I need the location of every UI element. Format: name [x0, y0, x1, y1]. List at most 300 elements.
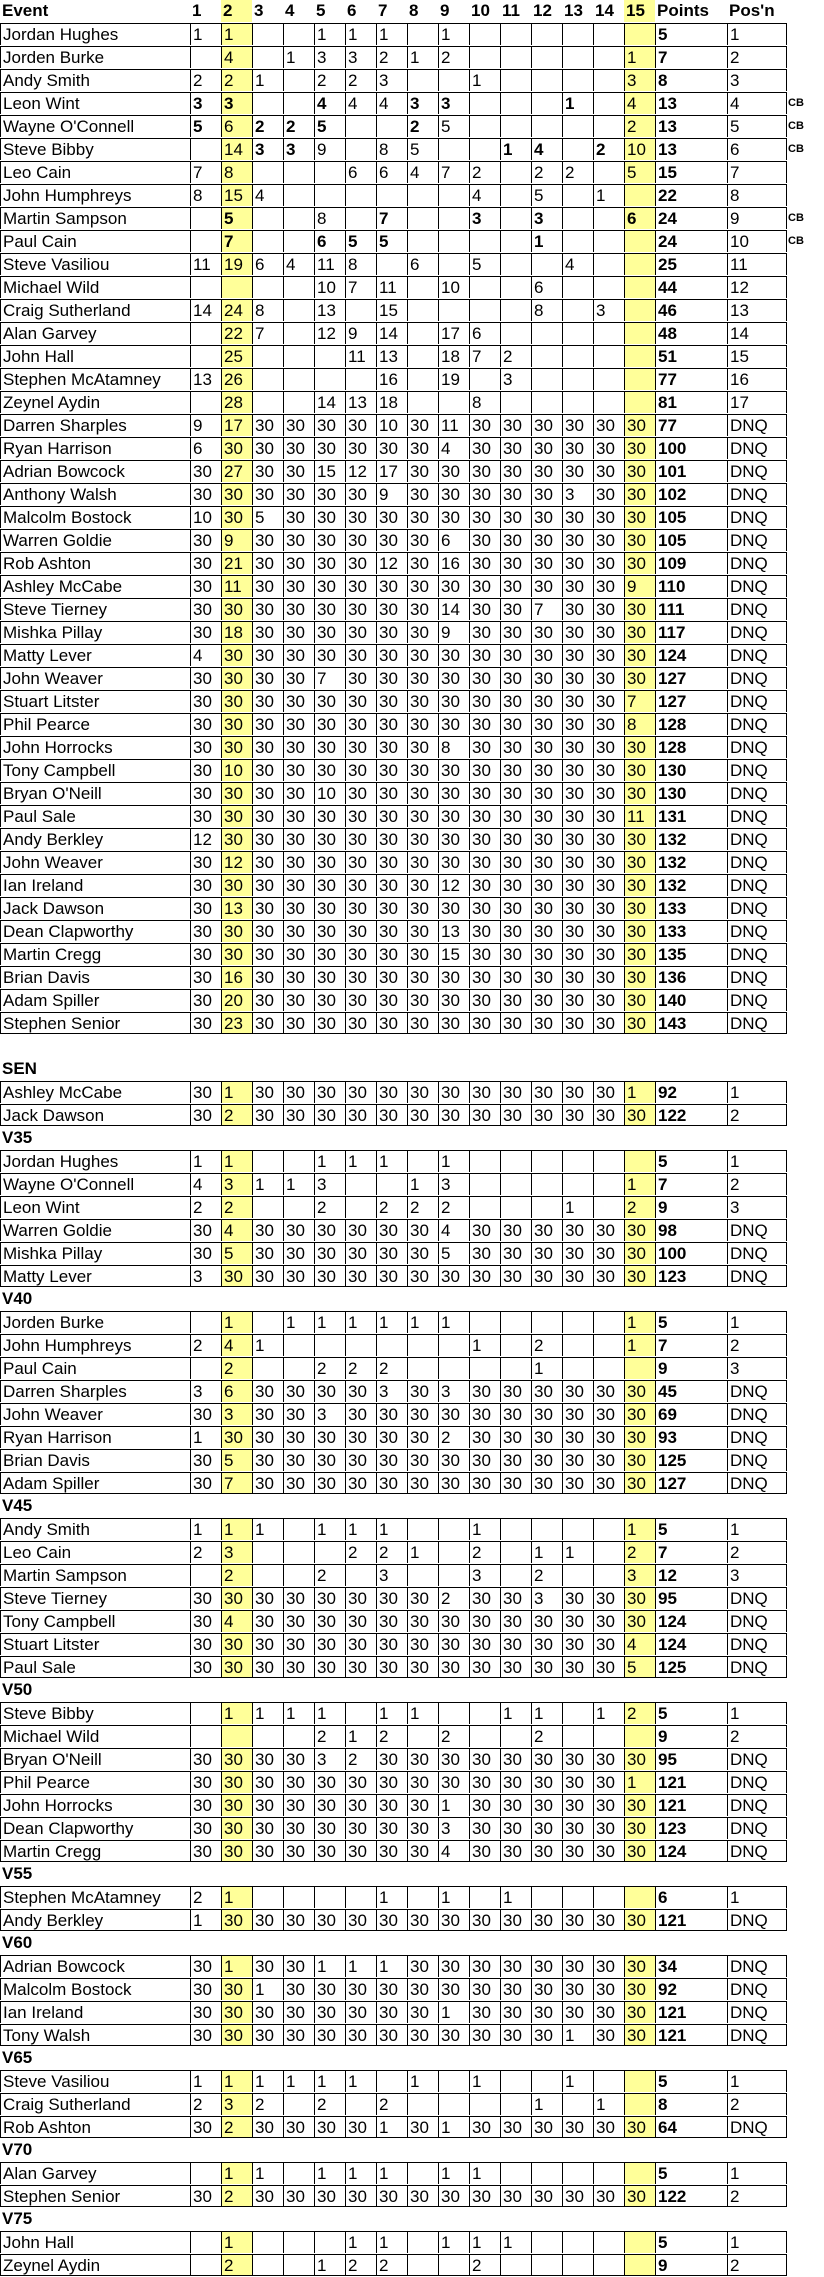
- score-event-4: 30: [283, 1426, 314, 1448]
- score-event-8: 30: [407, 1265, 438, 1287]
- score-event-11: 30: [500, 1771, 531, 1793]
- score-event-4: 30: [283, 1794, 314, 1816]
- score-event-6: 30: [345, 414, 376, 436]
- score-event-7: 30: [376, 598, 407, 620]
- category-title: V45: [2, 1496, 33, 1515]
- score-event-15: 8: [624, 713, 655, 735]
- score-event-9: [438, 2093, 469, 2115]
- score-event-2: 2: [221, 1564, 252, 1586]
- score-event-12: 30: [531, 2116, 562, 2138]
- score-event-10: 30: [469, 621, 500, 643]
- score-event-12: [531, 391, 562, 413]
- category-result-row: [0, 1978, 824, 2001]
- score-event-12: [531, 1311, 562, 1333]
- score-event-6: [345, 1334, 376, 1356]
- position-value: DNQ: [727, 1656, 787, 1678]
- score-event-13: 30: [562, 1219, 593, 1241]
- score-event-7: 30: [376, 1771, 407, 1793]
- result-row: [0, 989, 824, 1012]
- position-value: DNQ: [727, 1748, 787, 1770]
- athlete-name: Jack Dawson: [0, 1104, 190, 1126]
- score-event-6: 30: [345, 1771, 376, 1793]
- score-event-13: 30: [562, 851, 593, 873]
- score-event-6: 4: [345, 92, 376, 114]
- score-event-4: 30: [283, 1587, 314, 1609]
- position-value: DNQ: [727, 1610, 787, 1632]
- score-event-8: 30: [407, 460, 438, 482]
- score-event-12: 4: [531, 138, 562, 160]
- athlete-name: Steve Vasiliou: [0, 253, 190, 275]
- score-event-2: 4: [221, 46, 252, 68]
- score-event-4: [283, 391, 314, 413]
- score-event-10: 30: [469, 1380, 500, 1402]
- header-event-12: 12: [533, 1, 552, 20]
- result-row: [0, 759, 824, 782]
- score-event-11: [500, 276, 531, 298]
- score-event-10: 30: [469, 759, 500, 781]
- result-row: [0, 552, 824, 575]
- score-event-11: 30: [500, 667, 531, 689]
- athlete-name: Dean Clapworthy: [0, 1817, 190, 1839]
- score-event-10: 30: [469, 690, 500, 712]
- category-result-row: [0, 1702, 824, 1725]
- score-event-8: 30: [407, 2116, 438, 2138]
- score-event-6: 30: [345, 1633, 376, 1655]
- score-event-5: 30: [314, 1817, 345, 1839]
- score-event-8: 30: [407, 989, 438, 1011]
- position-value: DNQ: [727, 506, 787, 528]
- score-event-1: 30: [190, 1012, 221, 1034]
- score-event-3: 30: [252, 1771, 283, 1793]
- score-event-7: 30: [376, 989, 407, 1011]
- score-event-4: 30: [283, 713, 314, 735]
- score-event-6: 30: [345, 1265, 376, 1287]
- score-event-9: 30: [438, 575, 469, 597]
- score-event-15: 30: [624, 943, 655, 965]
- score-event-8: [407, 299, 438, 321]
- score-event-10: 1: [469, 2162, 500, 2184]
- score-event-12: 3: [531, 207, 562, 229]
- score-event-12: 30: [531, 644, 562, 666]
- result-row: [0, 897, 824, 920]
- score-event-2: 27: [221, 460, 252, 482]
- score-event-11: 30: [500, 414, 531, 436]
- athlete-name: Ian Ireland: [0, 874, 190, 896]
- score-event-6: 30: [345, 2001, 376, 2023]
- score-event-9: 16: [438, 552, 469, 574]
- score-event-3: [252, 1357, 283, 1379]
- athlete-name: Jorden Burke: [0, 1311, 190, 1333]
- score-event-3: [252, 1541, 283, 1563]
- position-value: DNQ: [727, 920, 787, 942]
- category-result-row: [0, 1840, 824, 1863]
- athlete-name: Leon Wint: [0, 92, 190, 114]
- score-event-12: 30: [531, 1978, 562, 2000]
- score-event-8: 3: [407, 92, 438, 114]
- score-event-6: 8: [345, 253, 376, 275]
- score-event-1: 4: [190, 644, 221, 666]
- score-event-15: 2: [624, 115, 655, 137]
- category-result-row: [0, 1955, 824, 1978]
- result-row: [0, 391, 824, 414]
- score-event-8: [407, 1518, 438, 1540]
- score-event-7: 2: [376, 1725, 407, 1747]
- score-event-15: 30: [624, 483, 655, 505]
- score-event-9: 5: [438, 115, 469, 137]
- score-event-5: [314, 2231, 345, 2253]
- score-event-14: [593, 368, 624, 390]
- score-event-5: 2: [314, 2093, 345, 2115]
- score-event-4: 1: [283, 1311, 314, 1333]
- score-event-13: 30: [562, 943, 593, 965]
- header-event-14: 14: [595, 1, 614, 20]
- score-event-1: [190, 1311, 221, 1333]
- score-event-14: 30: [593, 1265, 624, 1287]
- score-event-8: [407, 2162, 438, 2184]
- score-event-14: 30: [593, 1794, 624, 1816]
- score-event-4: 1: [283, 1173, 314, 1195]
- score-event-12: 30: [531, 460, 562, 482]
- score-event-13: 30: [562, 1403, 593, 1425]
- score-event-13: 30: [562, 1472, 593, 1494]
- score-event-10: 30: [469, 1771, 500, 1793]
- header-event-1: 1: [192, 1, 202, 20]
- points-value: 128: [655, 713, 727, 735]
- score-event-10: 30: [469, 1012, 500, 1034]
- score-event-1: [190, 1702, 221, 1724]
- athlete-name: Zeynel Aydin: [0, 2254, 190, 2276]
- score-event-11: 30: [500, 1909, 531, 1931]
- score-event-14: [593, 276, 624, 298]
- athlete-name: Paul Cain: [0, 230, 190, 252]
- score-event-11: [500, 2162, 531, 2184]
- score-event-1: 30: [190, 1771, 221, 1793]
- score-event-6: 30: [345, 690, 376, 712]
- score-event-8: 6: [407, 253, 438, 275]
- points-value: 7: [655, 1173, 727, 1195]
- score-event-10: 30: [469, 1610, 500, 1632]
- athlete-name: Darren Sharples: [0, 1380, 190, 1402]
- score-event-10: 30: [469, 897, 500, 919]
- position-value: DNQ: [727, 644, 787, 666]
- score-event-11: 30: [500, 1104, 531, 1126]
- score-event-5: 30: [314, 897, 345, 919]
- score-event-5: 30: [314, 2116, 345, 2138]
- score-event-11: 30: [500, 1380, 531, 1402]
- score-event-1: 30: [190, 1840, 221, 1862]
- score-event-14: [593, 253, 624, 275]
- score-event-4: 1: [283, 2070, 314, 2092]
- score-event-1: 2: [190, 1334, 221, 1356]
- score-event-15: 2: [624, 1541, 655, 1563]
- score-event-14: [593, 1334, 624, 1356]
- score-event-14: [593, 1196, 624, 1218]
- category-result-row: [0, 1564, 824, 1587]
- header-event: Event: [2, 1, 49, 20]
- category-result-row: [0, 2185, 824, 2208]
- score-event-7: 30: [376, 437, 407, 459]
- score-event-5: 2: [314, 1564, 345, 1586]
- score-event-7: 1: [376, 23, 407, 45]
- position-value: 10: [727, 230, 787, 252]
- score-event-12: 30: [531, 1748, 562, 1770]
- score-event-10: 30: [469, 529, 500, 551]
- score-event-4: [283, 207, 314, 229]
- score-event-9: 30: [438, 1771, 469, 1793]
- score-event-10: 2: [469, 161, 500, 183]
- category-result-row: [0, 1173, 824, 1196]
- score-event-4: 30: [283, 690, 314, 712]
- score-event-12: [531, 69, 562, 91]
- score-event-5: [314, 1541, 345, 1563]
- category-title: V60: [2, 1933, 33, 1952]
- score-event-9: 30: [438, 1012, 469, 1034]
- score-event-1: 1: [190, 1518, 221, 1540]
- score-event-3: 30: [252, 1265, 283, 1287]
- score-event-7: 30: [376, 1610, 407, 1632]
- category-result-row: [0, 1886, 824, 1909]
- category-result-row: [0, 1311, 824, 1334]
- score-event-14: [593, 391, 624, 413]
- score-event-10: [469, 115, 500, 137]
- score-event-9: 2: [438, 1426, 469, 1448]
- score-event-7: 30: [376, 1748, 407, 1770]
- score-event-9: 1: [438, 2231, 469, 2253]
- position-value: DNQ: [727, 1955, 787, 1977]
- score-event-15: 1: [624, 46, 655, 68]
- score-event-8: 30: [407, 1794, 438, 1816]
- score-event-5: 30: [314, 1242, 345, 1264]
- score-event-13: 30: [562, 552, 593, 574]
- athlete-name: Stephen McAtamney: [0, 1886, 190, 1908]
- category-header: [0, 1288, 824, 1311]
- score-event-14: 30: [593, 1380, 624, 1402]
- score-event-5: 1: [314, 1150, 345, 1172]
- score-event-15: 9: [624, 575, 655, 597]
- score-event-7: 30: [376, 2024, 407, 2046]
- score-event-10: 2: [469, 2254, 500, 2276]
- score-event-10: 30: [469, 1449, 500, 1471]
- score-event-14: [593, 1725, 624, 1747]
- score-event-7: 30: [376, 759, 407, 781]
- score-event-1: 30: [190, 989, 221, 1011]
- score-event-15: 30: [624, 828, 655, 850]
- score-event-5: 30: [314, 1380, 345, 1402]
- score-event-7: 10: [376, 414, 407, 436]
- score-event-6: 30: [345, 1380, 376, 1402]
- score-event-4: 2: [283, 115, 314, 137]
- score-event-2: 7: [221, 230, 252, 252]
- score-event-14: 30: [593, 713, 624, 735]
- score-event-7: 2: [376, 2254, 407, 2276]
- score-event-11: 1: [500, 1886, 531, 1908]
- score-event-12: 30: [531, 943, 562, 965]
- score-event-5: 30: [314, 1012, 345, 1034]
- score-event-7: 30: [376, 1219, 407, 1241]
- score-event-5: 30: [314, 1472, 345, 1494]
- score-event-8: [407, 69, 438, 91]
- score-event-4: [283, 23, 314, 45]
- score-event-12: 2: [531, 1725, 562, 1747]
- position-value: DNQ: [727, 529, 787, 551]
- score-event-4: 30: [283, 1909, 314, 1931]
- result-row: [0, 69, 824, 92]
- score-event-14: 30: [593, 851, 624, 873]
- result-row: [0, 1012, 824, 1035]
- score-event-5: 12: [314, 322, 345, 344]
- score-event-9: 1: [438, 2001, 469, 2023]
- score-event-14: 30: [593, 1817, 624, 1839]
- score-event-5: 3: [314, 1748, 345, 1770]
- score-event-1: [190, 322, 221, 344]
- score-event-14: 30: [593, 1771, 624, 1793]
- score-event-10: 30: [469, 1219, 500, 1241]
- category-result-row: [0, 1196, 824, 1219]
- score-event-4: 30: [283, 460, 314, 482]
- score-event-1: 2: [190, 69, 221, 91]
- score-event-6: 2: [345, 1541, 376, 1563]
- score-event-9: [438, 299, 469, 321]
- score-event-13: 30: [562, 1794, 593, 1816]
- score-event-10: 30: [469, 943, 500, 965]
- score-event-7: [376, 2070, 407, 2092]
- position-value: DNQ: [727, 805, 787, 827]
- score-event-12: 30: [531, 1380, 562, 1402]
- points-value: 117: [655, 621, 727, 643]
- score-event-1: 3: [190, 1380, 221, 1402]
- score-event-6: 13: [345, 391, 376, 413]
- score-event-10: 5: [469, 253, 500, 275]
- score-event-2: 25: [221, 345, 252, 367]
- score-event-10: 30: [469, 736, 500, 758]
- score-event-8: [407, 1334, 438, 1356]
- score-event-5: 1: [314, 1518, 345, 1540]
- score-event-12: [531, 1886, 562, 1908]
- score-event-1: 30: [190, 2001, 221, 2023]
- score-event-13: 30: [562, 874, 593, 896]
- score-event-10: 1: [469, 2231, 500, 2253]
- header-event-9: 9: [440, 1, 450, 20]
- score-event-13: [562, 2162, 593, 2184]
- header-event-6: 6: [347, 1, 357, 20]
- score-event-6: 30: [345, 1012, 376, 1034]
- points-value: 69: [655, 1403, 727, 1425]
- score-event-12: [531, 92, 562, 114]
- score-event-11: 30: [500, 851, 531, 873]
- score-event-5: 30: [314, 966, 345, 988]
- score-event-7: [376, 1334, 407, 1356]
- athlete-name: Steve Bibby: [0, 1702, 190, 1724]
- score-event-2: 30: [221, 1656, 252, 1678]
- score-event-8: 5: [407, 138, 438, 160]
- points-value: 140: [655, 989, 727, 1011]
- score-event-2: 2: [221, 2254, 252, 2276]
- points-value: 111: [655, 598, 727, 620]
- score-event-3: 30: [252, 529, 283, 551]
- score-event-3: 30: [252, 1817, 283, 1839]
- score-event-6: 5: [345, 230, 376, 252]
- score-event-14: 30: [593, 1955, 624, 1977]
- score-event-14: 30: [593, 414, 624, 436]
- score-event-13: [562, 1725, 593, 1747]
- score-event-10: 30: [469, 851, 500, 873]
- header-points: Points: [657, 1, 709, 20]
- score-event-3: [252, 1196, 283, 1218]
- athlete-name: Jack Dawson: [0, 897, 190, 919]
- header-event-15: 15: [624, 0, 655, 22]
- score-event-7: 3: [376, 69, 407, 91]
- score-event-11: [500, 2070, 531, 2092]
- score-event-5: 30: [314, 1610, 345, 1632]
- score-event-9: 2: [438, 1196, 469, 1218]
- score-event-14: [593, 161, 624, 183]
- score-event-13: 30: [562, 1380, 593, 1402]
- score-event-5: 30: [314, 1426, 345, 1448]
- score-event-11: 30: [500, 506, 531, 528]
- score-event-8: 30: [407, 759, 438, 781]
- score-event-2: 30: [221, 1978, 252, 2000]
- score-event-7: 30: [376, 966, 407, 988]
- athlete-name: Phil Pearce: [0, 713, 190, 735]
- score-event-9: 30: [438, 1449, 469, 1471]
- score-event-13: [562, 138, 593, 160]
- score-event-14: 30: [593, 1242, 624, 1264]
- score-event-14: 30: [593, 1219, 624, 1241]
- points-value: 92: [655, 1978, 727, 2000]
- score-event-10: 30: [469, 1748, 500, 1770]
- score-event-6: 2: [345, 69, 376, 91]
- score-event-5: 30: [314, 690, 345, 712]
- athlete-name: Tony Walsh: [0, 2024, 190, 2046]
- score-event-4: 30: [283, 736, 314, 758]
- score-event-7: [376, 115, 407, 137]
- score-event-10: 30: [469, 1633, 500, 1655]
- score-event-4: [283, 92, 314, 114]
- score-event-2: 1: [221, 2231, 252, 2253]
- category-result-row: [0, 2093, 824, 2116]
- score-event-14: [593, 2070, 624, 2092]
- points-value: 51: [655, 345, 727, 367]
- score-event-4: [283, 1357, 314, 1379]
- score-event-7: 1: [376, 1150, 407, 1172]
- score-event-8: 1: [407, 1173, 438, 1195]
- score-event-12: 30: [531, 736, 562, 758]
- points-value: 8: [655, 69, 727, 91]
- score-event-9: 2: [438, 1725, 469, 1747]
- score-event-4: 30: [283, 1449, 314, 1471]
- score-event-6: [345, 368, 376, 390]
- athlete-name: Ashley McCabe: [0, 575, 190, 597]
- score-event-13: [562, 23, 593, 45]
- score-event-9: [438, 1564, 469, 1586]
- score-event-8: [407, 1725, 438, 1747]
- score-event-11: [500, 1196, 531, 1218]
- category-result-row: [0, 1656, 824, 1679]
- score-event-13: 30: [562, 1771, 593, 1793]
- score-event-12: 30: [531, 1909, 562, 1931]
- score-event-13: 30: [562, 1265, 593, 1287]
- score-event-12: [531, 115, 562, 137]
- score-event-7: 30: [376, 2185, 407, 2207]
- score-event-15: [624, 2231, 655, 2253]
- score-event-7: 18: [376, 391, 407, 413]
- score-event-15: [624, 2070, 655, 2092]
- score-event-5: 1: [314, 1955, 345, 1977]
- score-event-12: 30: [531, 690, 562, 712]
- points-value: 124: [655, 1610, 727, 1632]
- score-event-9: 30: [438, 483, 469, 505]
- score-event-12: [531, 2162, 562, 2184]
